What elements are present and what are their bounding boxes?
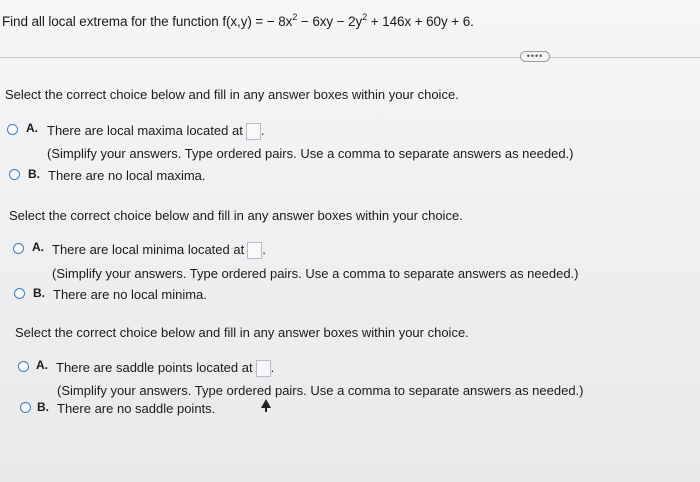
radio-button[interactable]: [14, 288, 25, 299]
problem-text-prefix: Find all local extrema for the function f(x,y) = − 8x: [2, 14, 293, 29]
radio-button[interactable]: [18, 361, 29, 372]
option-text: There are no local maxima.: [48, 168, 206, 183]
section-instruction: Select the correct choice below and fill in any answer boxes within your choice.: [15, 325, 469, 340]
radio-button[interactable]: [13, 243, 24, 254]
exponent: 2: [292, 12, 298, 22]
option-text: [56, 360, 274, 377]
radio-button[interactable]: [20, 402, 31, 413]
answer-box[interactable]: [246, 123, 261, 140]
option-text: There are no local minima.: [53, 287, 207, 302]
option-letter: B.: [28, 167, 40, 181]
exponent: 2: [362, 12, 368, 22]
option-letter: B.: [37, 400, 49, 414]
option-letter: A.: [32, 240, 44, 254]
answer-hint: (Simplify your answers. Type ordered pairs. Use a comma to separate answers as needed.): [57, 383, 584, 398]
option-text: There are no saddle points.: [57, 401, 216, 416]
answer-hint: (Simplify your answers. Type ordered pairs. Use a comma to separate answers as needed.): [47, 146, 574, 161]
option-label: There are saddle points located at: [56, 360, 253, 375]
answer-box[interactable]: [256, 360, 271, 377]
radio-button[interactable]: [9, 169, 20, 180]
period: .: [270, 360, 275, 375]
problem-statement: [2, 12, 474, 29]
divider: [0, 57, 700, 58]
option-text: [52, 242, 266, 259]
problem-text-mid: − 6xy − 2y: [297, 14, 363, 29]
mouse-cursor-icon: [261, 399, 271, 408]
option-letter: A.: [26, 121, 38, 135]
answer-box[interactable]: [247, 242, 262, 259]
answer-hint: (Simplify your answers. Type ordered pairs. Use a comma to separate answers as needed.): [52, 266, 579, 281]
option-label: There are local minima located at: [52, 242, 245, 257]
section-instruction: Select the correct choice below and fill in any answer boxes within your choice.: [5, 87, 459, 102]
option-label: There are local maxima located at: [47, 123, 243, 138]
option-text: [47, 123, 264, 140]
radio-button[interactable]: [7, 124, 18, 135]
period: .: [260, 123, 265, 138]
problem-text-suffix: + 146x + 60y + 6.: [367, 14, 474, 29]
option-letter: B.: [33, 286, 45, 300]
option-letter: A.: [36, 358, 48, 372]
period: .: [262, 242, 266, 257]
section-instruction: Select the correct choice below and fill in any answer boxes within your choice.: [9, 208, 463, 223]
more-options-button[interactable]: ••••: [520, 51, 550, 62]
